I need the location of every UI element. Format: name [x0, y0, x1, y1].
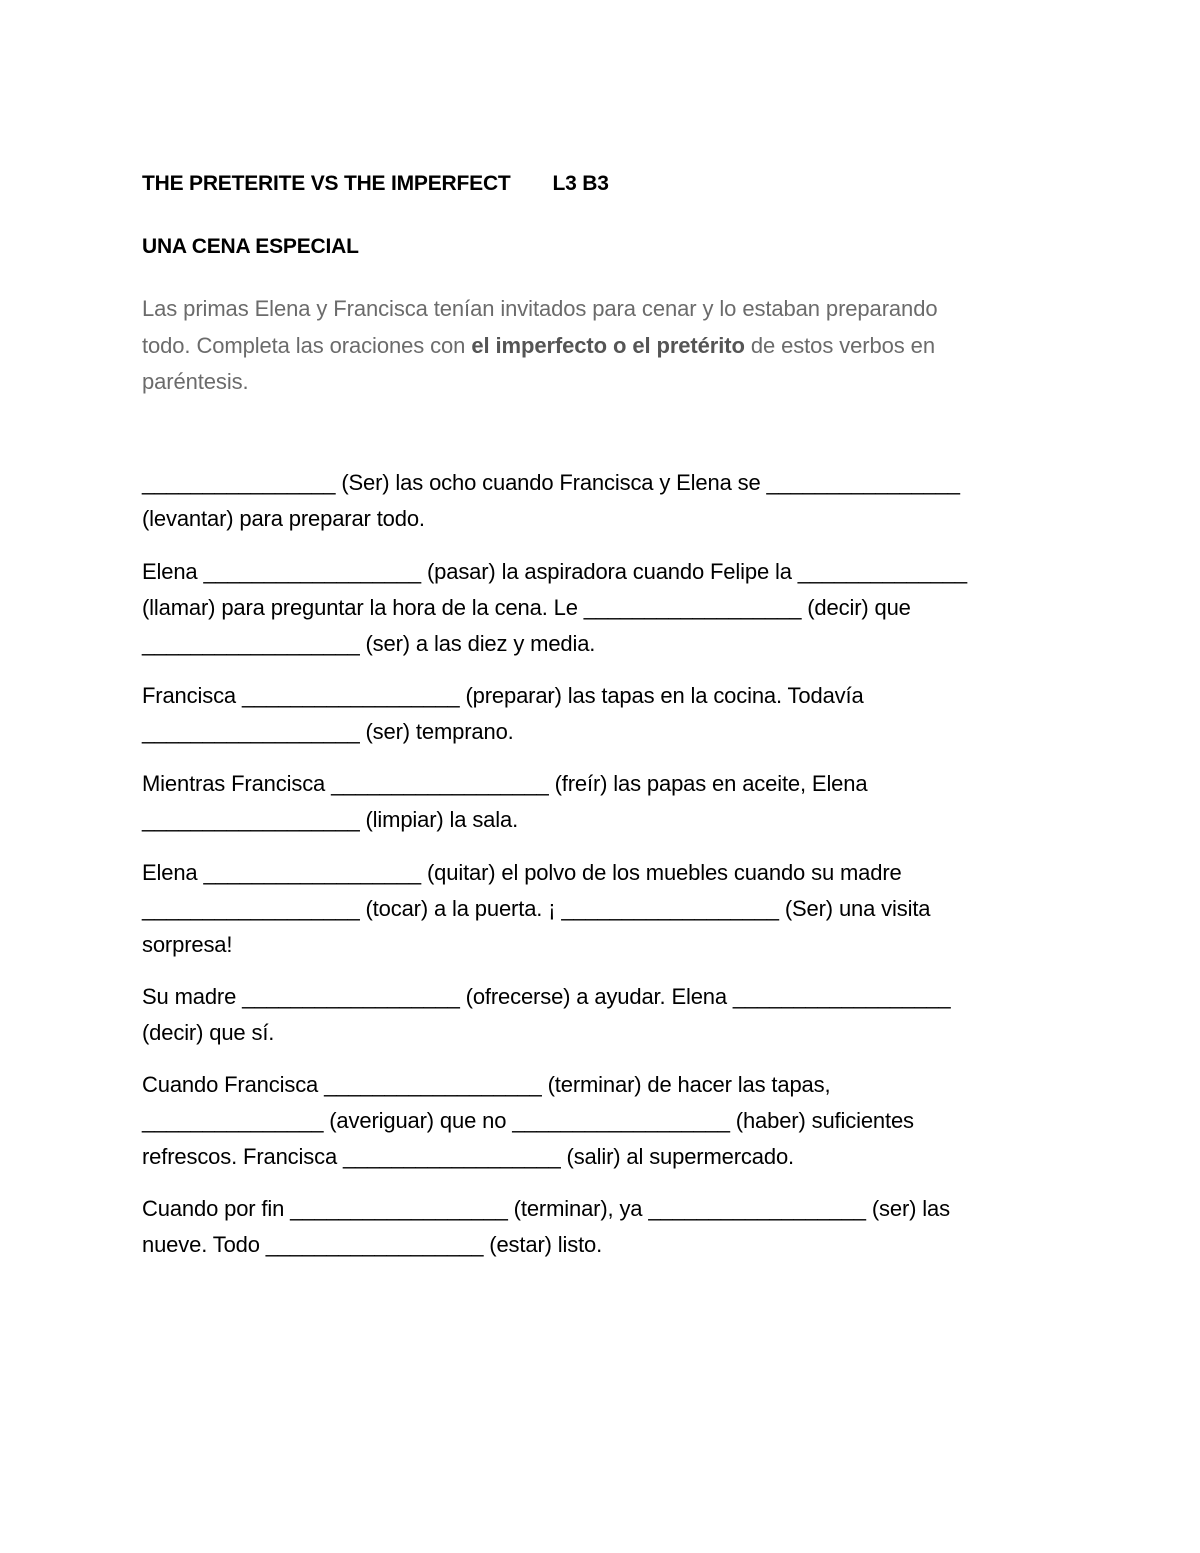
exercise-line: (llamar) para preguntar la hora de la cena. Le __________________ (decir) que — [142, 595, 911, 620]
exercise-line: __________________ (ser) a las diez y media. — [142, 631, 596, 656]
instructions-paragraph — [142, 291, 1052, 401]
exercise-line: Francisca __________________ (preparar) las tapas en la cocina. Todavía — [142, 683, 864, 708]
exercise-line: __________________ (ser) temprano. — [142, 719, 514, 744]
instructions-emphasis: el imperfecto o el pretérito — [471, 332, 745, 358]
worksheet-header — [142, 172, 609, 196]
exercise-line: refrescos. Francisca __________________ (salir) al supermercado. — [142, 1144, 794, 1169]
exercise-line: __________________ (limpiar) la sala. — [142, 807, 519, 832]
exercise-line: Cuando por fin __________________ (terminar), ya __________________ (ser) las — [142, 1196, 950, 1221]
worksheet-title: THE PRETERITE VS THE IMPERFECT — [142, 172, 511, 195]
exercise-line: nueve. Todo __________________ (estar) listo. — [142, 1232, 603, 1257]
exercise-line: sorpresa! — [142, 932, 233, 957]
exercise-line: (levantar) para preparar todo. — [142, 506, 425, 531]
exercise-line: (decir) que sí. — [142, 1020, 275, 1045]
worksheet-subtitle: UNA CENA ESPECIAL — [142, 235, 359, 258]
exercise-line: Elena __________________ (quitar) el polvo de los muebles cuando su madre — [142, 860, 902, 885]
exercise-line: Elena __________________ (pasar) la aspiradora cuando Felipe la ______________ — [142, 559, 967, 584]
lesson-code: L3 B3 — [552, 172, 609, 195]
instructions-line-3: paréntesis. — [142, 369, 249, 394]
exercise-line: _______________ (averiguar) que no __________________ (haber) suficientes — [142, 1108, 914, 1133]
exercise-line: ________________ (Ser) las ocho cuando Francisca y Elena se ________________ — [142, 470, 960, 495]
exercise-line: __________________ (tocar) a la puerta. ¡ __________________ (Ser) una visita — [142, 896, 931, 921]
exercise-line: Mientras Francisca __________________ (freír) las papas en aceite, Elena — [142, 771, 868, 796]
instructions-line-2-end: de estos verbos en — [744, 332, 935, 358]
exercise-line: Cuando Francisca __________________ (terminar) de hacer las tapas, — [142, 1072, 831, 1097]
instructions-line-2-start: todo. Completa las oraciones con — [142, 332, 472, 358]
instructions-line-1: Las primas Elena y Francisca tenían invitados para cenar y lo estaban preparando — [142, 296, 938, 321]
exercise-line: Su madre __________________ (ofrecerse) a ayudar. Elena __________________ — [142, 984, 951, 1009]
